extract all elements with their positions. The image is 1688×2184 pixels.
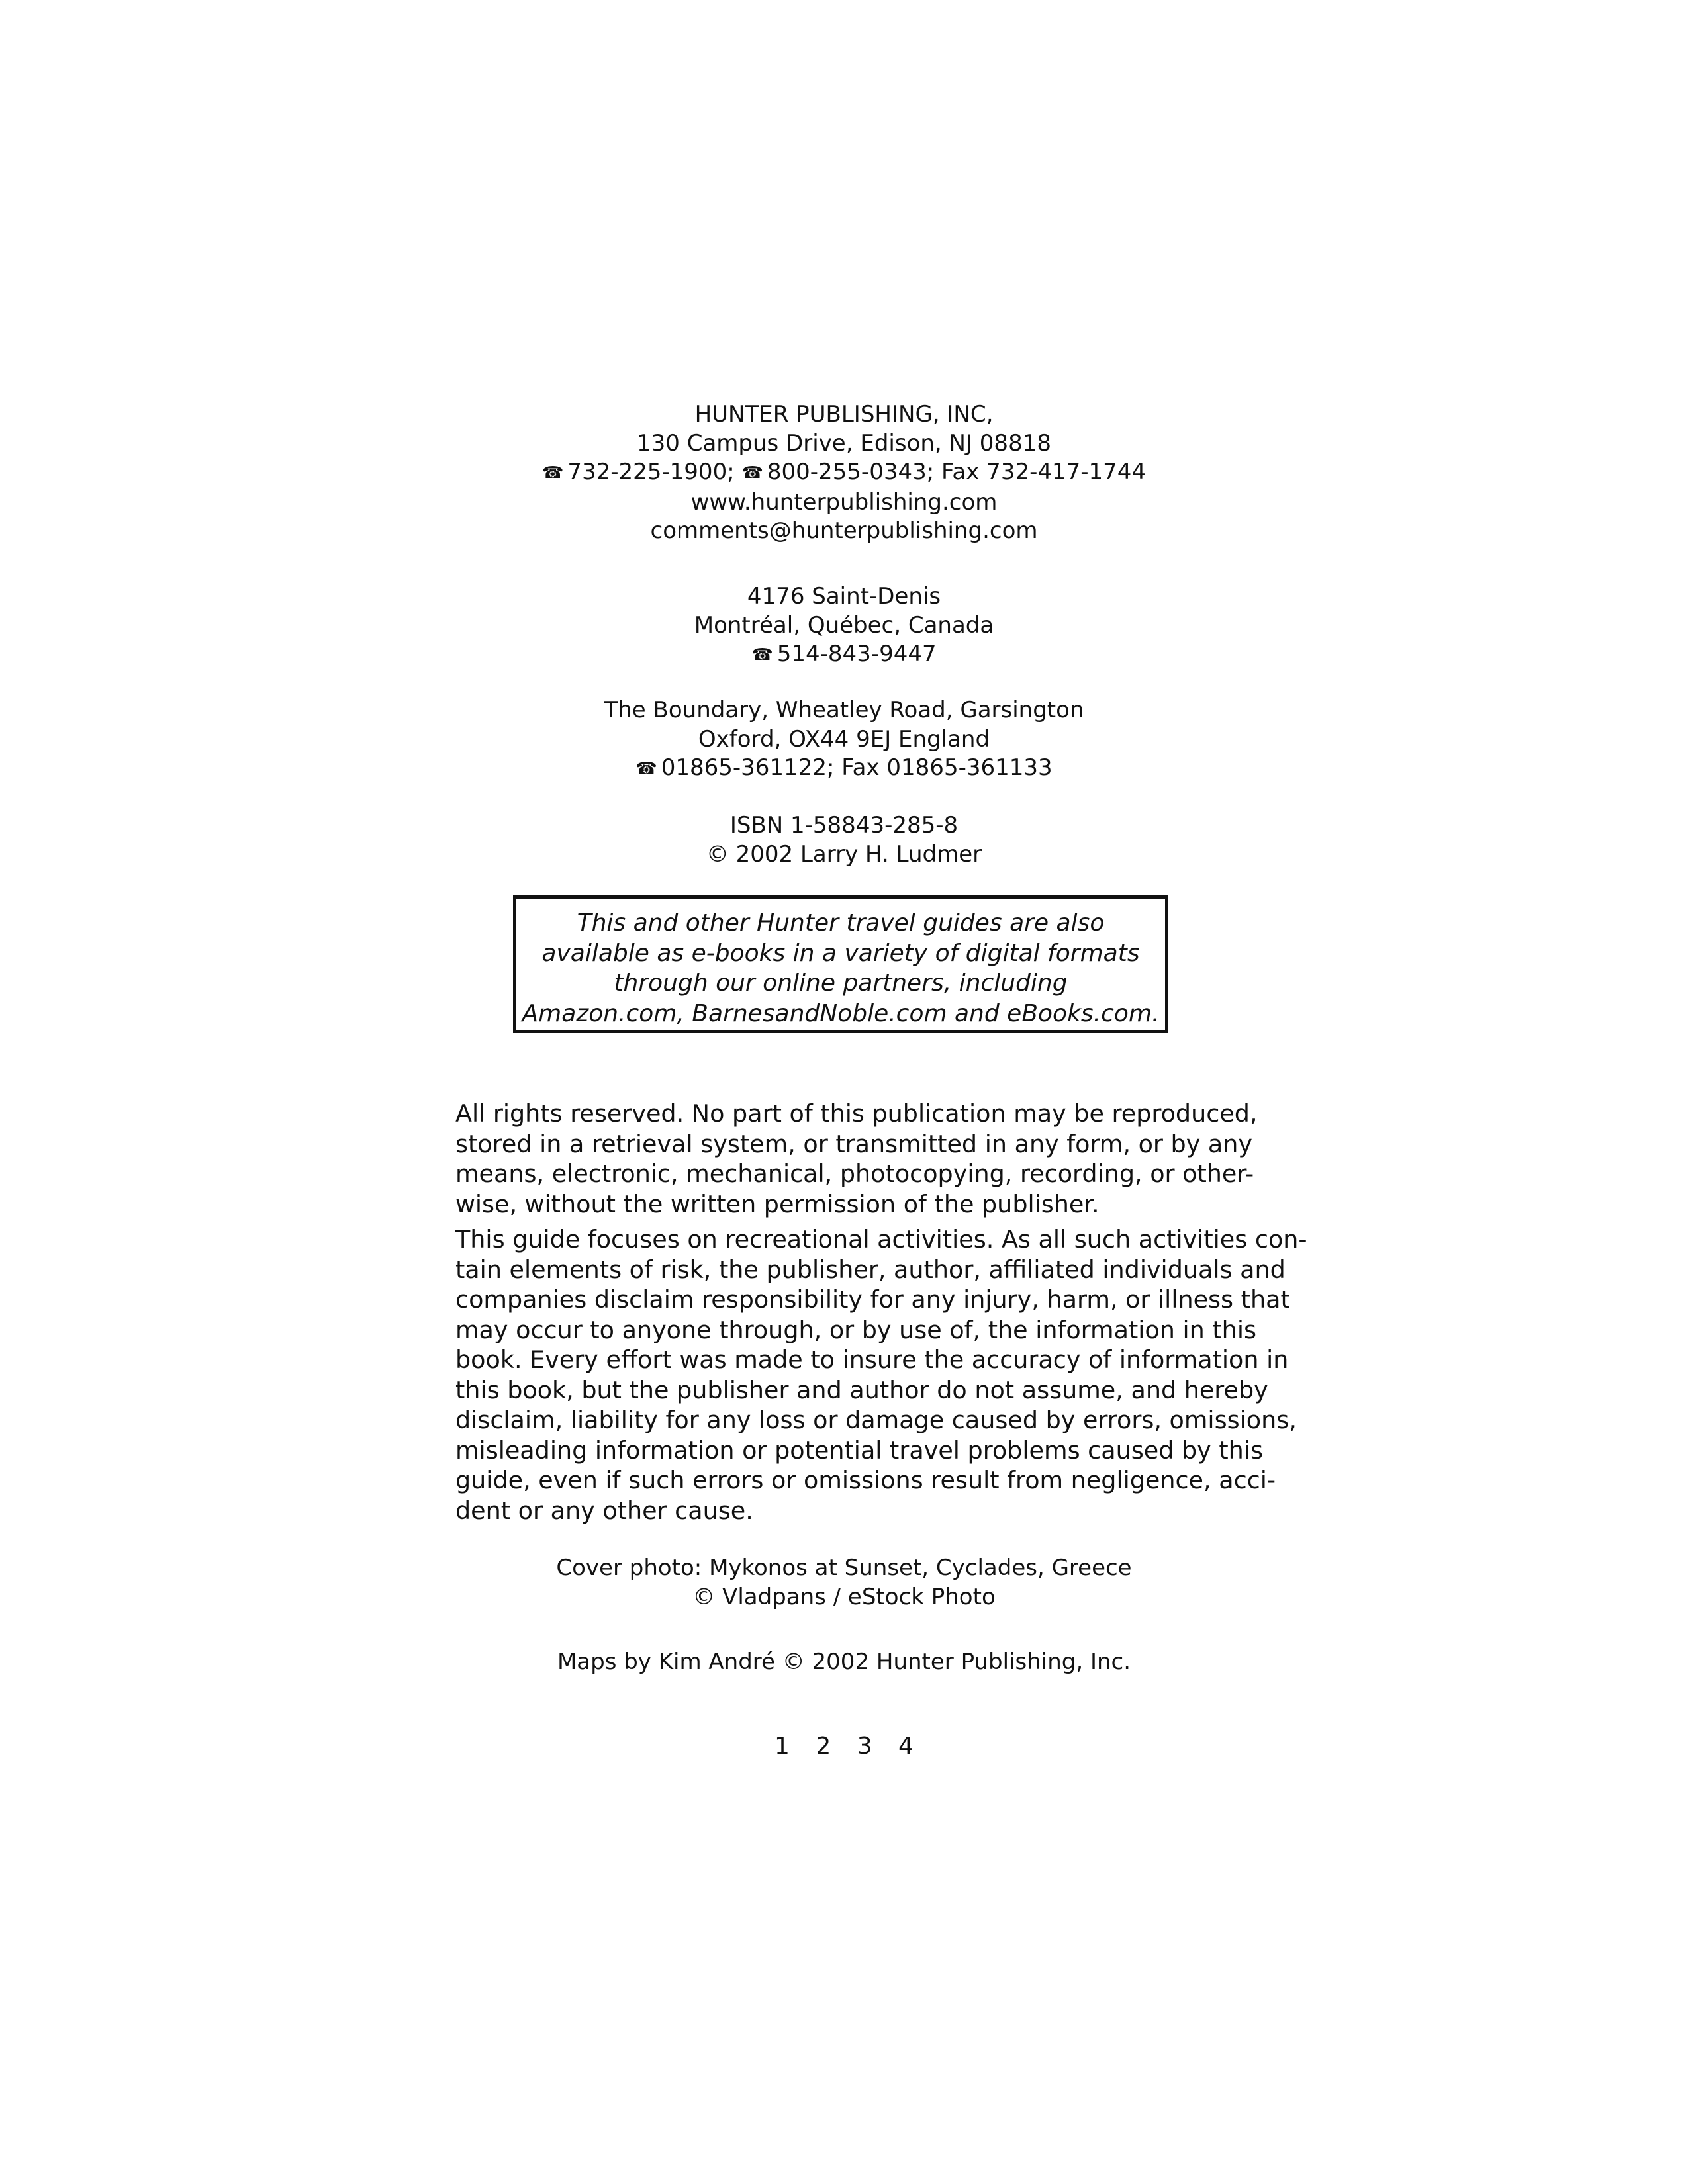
paragraph-line: may occur to anyone through, or by use of, the information in this bbox=[455, 1315, 1256, 1344]
publisher-website: www.hunterpublishing.com bbox=[690, 488, 998, 516]
ebook-notice-line: through our online partners, including bbox=[614, 970, 1068, 997]
ebook-notice-line: available as e-books in a variety of digital formats bbox=[541, 939, 1140, 967]
publisher-phone1: 732-225-1900; bbox=[567, 459, 735, 485]
montreal-city: Montréal, Québec, Canada bbox=[694, 612, 994, 639]
printing-line: 1 2 3 4 bbox=[774, 1733, 914, 1760]
ebook-notice-line: This and other Hunter travel guides are also bbox=[577, 909, 1105, 936]
montreal-phone: 514-843-9447 bbox=[776, 641, 937, 667]
uk-phone-line bbox=[0, 754, 1688, 784]
paragraph-line: misleading information or potential travel problems caused by this bbox=[455, 1435, 1263, 1465]
phone-icon: ☎ bbox=[741, 463, 763, 483]
copyright: © 2002 Larry H. Ludmer bbox=[706, 841, 982, 868]
publisher-address: 130 Campus Drive, Edison, NJ 08818 bbox=[637, 430, 1051, 457]
paragraph-line: stored in a retrieval system, or transmitted in any form, or by any bbox=[455, 1129, 1253, 1158]
paragraph-line: companies disclaim responsibility for any injury, harm, or illness that bbox=[455, 1285, 1290, 1314]
disclaimer-paragraph bbox=[455, 1224, 1307, 1525]
cover-photo-credit bbox=[0, 1554, 1688, 1612]
montreal-phone-line bbox=[0, 640, 1688, 670]
uk-street: The Boundary, Wheatley Road, Garsington bbox=[604, 697, 1084, 723]
paragraph-line: disclaim, liability for any loss or damage caused by errors, omissions, bbox=[455, 1406, 1297, 1434]
isbn: ISBN 1-58843-285-8 bbox=[729, 812, 959, 839]
paragraph-line: book. Every effort was made to insure the accuracy of information in bbox=[455, 1345, 1289, 1374]
uk-phone-fax: 01865-361122; Fax 01865-361133 bbox=[661, 754, 1053, 781]
publisher-phone2-fax: 800-255-0343; Fax 732-417-1744 bbox=[767, 459, 1147, 485]
ebook-notice-box bbox=[513, 895, 1168, 1033]
isbn-block bbox=[0, 811, 1688, 869]
publisher-block bbox=[0, 400, 1688, 546]
uk-office-block bbox=[0, 696, 1688, 784]
maps-credit-text: Maps by Kim André © 2002 Hunter Publishing, Inc. bbox=[557, 1649, 1131, 1675]
paragraph-line: means, electronic, mechanical, photocopying, recording, or other- bbox=[455, 1160, 1254, 1188]
paragraph-line: wise, without the written permission of the publisher. bbox=[455, 1189, 1100, 1218]
paragraph-line: dent or any other cause. bbox=[455, 1496, 753, 1525]
paragraph-line: tain elements of risk, the publisher, author, affiliated individuals and bbox=[455, 1255, 1286, 1284]
rights-paragraph bbox=[455, 1099, 1258, 1219]
phone-icon: ☎ bbox=[751, 645, 773, 665]
paragraph-line: All rights reserved. No part of this publication may be reproduced, bbox=[455, 1099, 1258, 1128]
ebook-notice-line: Amazon.com, BarnesandNoble.com and eBooks.com. bbox=[522, 999, 1160, 1027]
maps-credit bbox=[0, 1648, 1688, 1677]
publisher-email: comments@hunterpublishing.com bbox=[650, 518, 1038, 544]
phone-icon: ☎ bbox=[541, 463, 564, 483]
montreal-street: 4176 Saint-Denis bbox=[747, 583, 941, 610]
paragraph-line: This guide focuses on recreational activities. As all such activities con- bbox=[455, 1225, 1307, 1253]
cover-credit-line2: © Vladpans / eStock Photo bbox=[692, 1583, 996, 1610]
montreal-office-block bbox=[0, 582, 1688, 670]
paragraph-line: guide, even if such errors or omissions result from negligence, acci- bbox=[455, 1466, 1276, 1494]
paragraph-line: this book, but the publisher and author do not assume, and hereby bbox=[455, 1375, 1268, 1404]
phone-icon: ☎ bbox=[635, 759, 657, 779]
uk-city: Oxford, OX44 9EJ England bbox=[698, 725, 990, 752]
cover-credit-line1: Cover photo: Mykonos at Sunset, Cyclades, Greece bbox=[556, 1555, 1132, 1581]
publisher-name: HUNTER PUBLISHING, INC, bbox=[694, 401, 994, 428]
publisher-phones bbox=[0, 458, 1688, 488]
